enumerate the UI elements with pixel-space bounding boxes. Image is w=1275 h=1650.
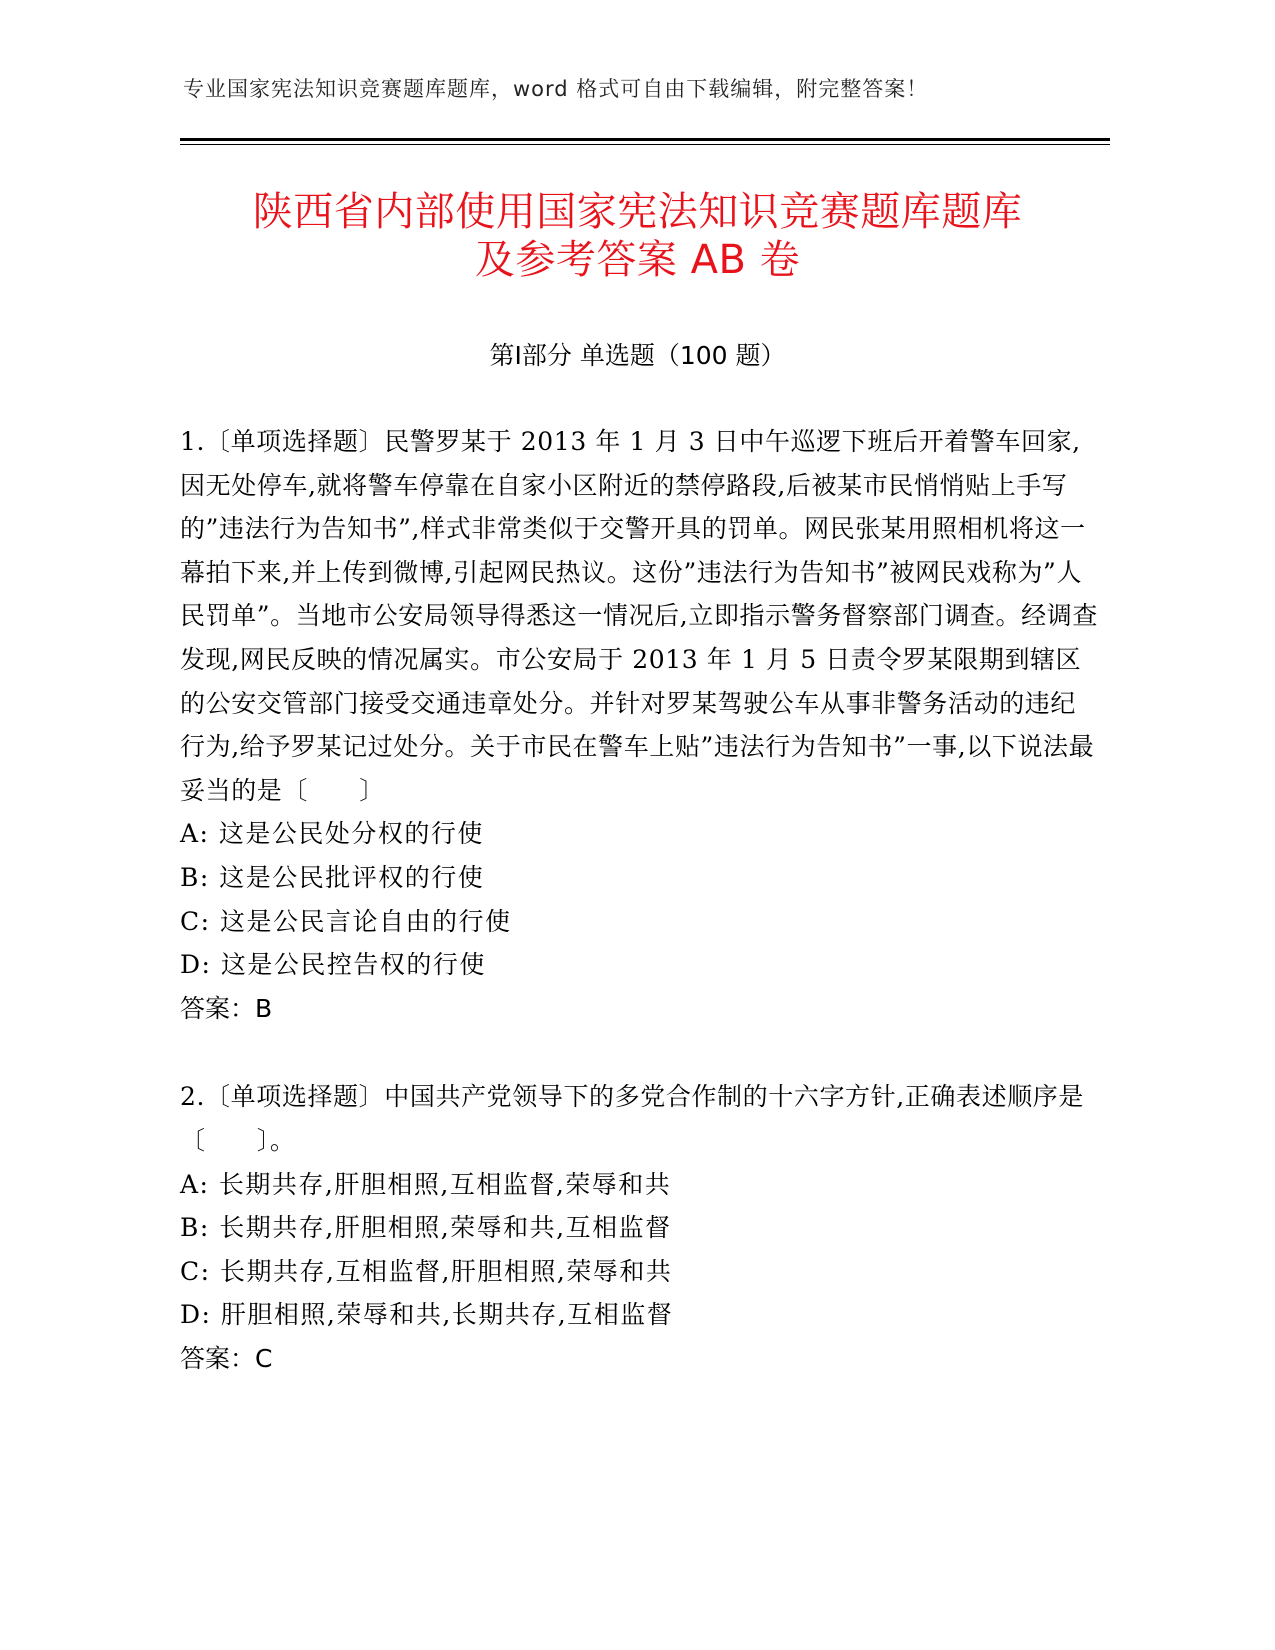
question-2-option-d: D: 肝胆相照,荣辱和共,长期共存,互相监督 <box>180 1300 674 1330</box>
question-2-option-a: A: 长期共存,肝胆相照,互相监督,荣辱和共 <box>180 1169 672 1199</box>
question-1-option-d: D: 这是公民控告权的行使 <box>180 950 486 980</box>
header-note: 专业国家宪法知识竞赛题库题库，word 格式可自由下载编辑，附完整答案！ <box>183 77 929 101</box>
document-title-line-2: 及参考答案 AB 卷 <box>474 237 801 283</box>
section-title: 第Ⅰ部分 单选题（100 题） <box>489 341 786 370</box>
question-1-text: 1.〔单项选择题〕民警罗某于 2013 年 1 月 3 日中午巡逻下班后开着警车回家,因无处停车,就将警车停靠在自家小区附近的禁停路段,后被某市民悄悄贴上手写的”违法行为告知书”,样式非常类似于交警开具的罚单。网民张某用照相机将这一幕拍下来,并上传到微博,引起网民热议。这份”违法行为告知书”被网民戏称为”人民罚单”。当地市公安局领导得悉这一情况后,立即指示警务督察部门调查。经调查发现,网民反映的情况属实。市公安局于 2013 年 1 月 5 日责令罗某限期到辖区的公安交管部门接受交通违章处分。并针对罗某驾驶公车从事非警务活动的违纪行为,给予罗某记过处分。关于市民在警车上贴”违法行为告知书”一事,以下说法最妥当的是〔 〕 <box>180 427 1098 805</box>
question-1-option-a: A: 这是公民处分权的行使 <box>180 819 484 849</box>
question-2 <box>180 1075 1100 1380</box>
document-title <box>150 188 1125 284</box>
document-title-line-1: 陕西省内部使用国家宪法知识竞赛题库题库 <box>252 189 1023 235</box>
question-2-option-b: B: 长期共存,肝胆相照,荣辱和共,互相监督 <box>180 1213 672 1243</box>
question-1-option-b: B: 这是公民批评权的行使 <box>180 862 485 892</box>
question-spacer <box>180 1030 1100 1075</box>
question-1-option-c: C: 这是公民言论自由的行使 <box>180 906 512 936</box>
question-1-answer: 答案：B <box>180 993 273 1023</box>
question-2-text: 2.〔单项选择题〕中国共产党领导下的多党合作制的十六字方针,正确表述顺序是〔 〕。 <box>180 1082 1085 1155</box>
question-2-option-c: C: 长期共存,互相监督,肝胆相照,荣辱和共 <box>180 1256 673 1286</box>
header-rule-thick <box>180 138 1110 141</box>
question-1 <box>180 420 1100 1030</box>
question-2-answer: 答案：C <box>180 1343 273 1373</box>
header-rule-thin <box>180 144 1110 145</box>
question-list <box>180 420 1100 1380</box>
